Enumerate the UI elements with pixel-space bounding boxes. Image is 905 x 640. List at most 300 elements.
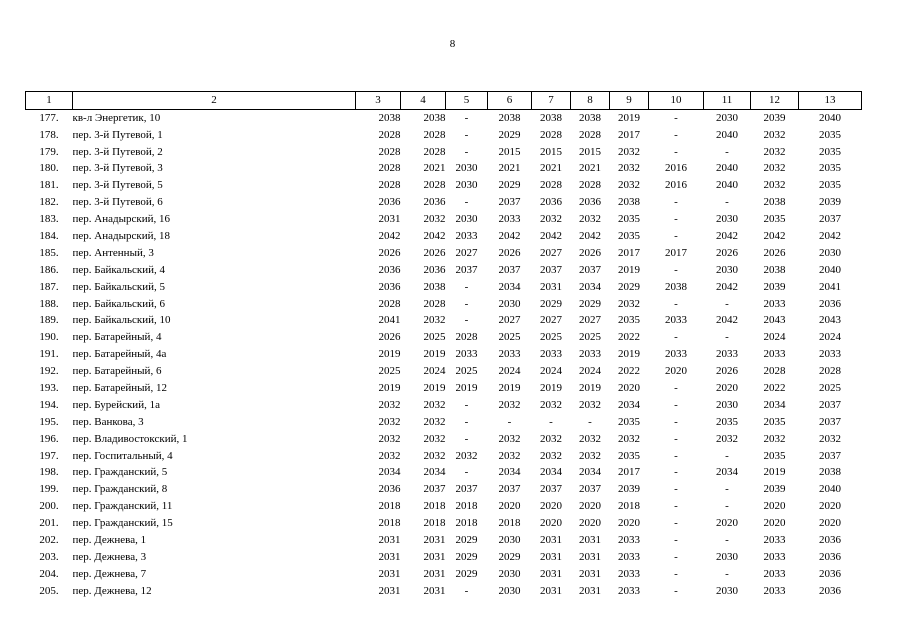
cell-col-4: 2036 bbox=[423, 263, 446, 276]
cell-col-4: 2028 bbox=[423, 145, 446, 158]
cell-col-10: - bbox=[674, 567, 678, 580]
cell-col-7: 2028 bbox=[540, 128, 562, 141]
cell-col-12: 2039 bbox=[763, 111, 786, 124]
cell-col-7: - bbox=[549, 415, 553, 428]
address-cell: пер. Анадырский, 16 bbox=[72, 213, 170, 226]
address-cell: пер. Дежнева, 7 bbox=[72, 567, 147, 580]
cell-col-3: 2019 bbox=[378, 348, 401, 361]
row-number: 185. bbox=[39, 246, 59, 259]
address-cell: пер. Байкальский, 10 bbox=[72, 314, 171, 327]
cell-col-11: 2032 bbox=[716, 432, 738, 445]
cell-col-5: 2018 bbox=[455, 517, 478, 530]
cell-col-6: 2015 bbox=[498, 145, 521, 158]
cell-col-13: 2036 bbox=[819, 534, 841, 546]
cell-col-5: 2019 bbox=[455, 381, 478, 394]
cell-col-7: 2028 bbox=[540, 179, 562, 192]
table-row bbox=[26, 126, 862, 143]
cell-col-8: 2031 bbox=[579, 567, 601, 580]
cell-col-11: 2030 bbox=[716, 263, 738, 276]
table-row bbox=[26, 464, 862, 481]
cell-col-5: - bbox=[464, 584, 469, 597]
cell-col-4: 2032 bbox=[423, 432, 446, 445]
row-number: 180. bbox=[39, 162, 59, 175]
cell-col-12: 2032 bbox=[763, 179, 786, 192]
cell-col-10: - bbox=[674, 449, 678, 462]
cell-col-6: 2037 bbox=[498, 196, 521, 209]
cell-col-4: 2028 bbox=[423, 179, 446, 192]
cell-col-6: 2030 bbox=[498, 534, 521, 546]
cell-col-6: 2027 bbox=[498, 314, 521, 327]
column-header-1: 1 bbox=[26, 92, 73, 110]
cell-col-6: 2029 bbox=[498, 179, 521, 192]
row-number: 199. bbox=[39, 483, 59, 496]
cell-col-10: - bbox=[674, 398, 678, 411]
cell-col-4: 2019 bbox=[423, 348, 446, 361]
cell-col-8: 2031 bbox=[579, 584, 601, 597]
cell-col-13: 2033 bbox=[819, 348, 841, 361]
address-cell: пер. Гражданский, 5 bbox=[72, 466, 168, 479]
cell-col-9: 2034 bbox=[618, 398, 640, 411]
row-number: 198. bbox=[39, 466, 59, 479]
column-header-13: 13 bbox=[799, 92, 862, 110]
cell-col-3: 2031 bbox=[378, 213, 401, 226]
cell-col-11: 2042 bbox=[716, 280, 738, 293]
cell-col-8: 2028 bbox=[579, 128, 601, 141]
address-cell: пер. Гражданский, 8 bbox=[72, 483, 168, 496]
address-cell: пер. Гражданский, 15 bbox=[72, 517, 173, 530]
cell-col-11: 2026 bbox=[716, 246, 738, 259]
cell-col-6: 2030 bbox=[498, 297, 521, 310]
table-row bbox=[26, 414, 862, 431]
cell-col-9: 2020 bbox=[618, 517, 640, 530]
cell-col-12: 2033 bbox=[763, 297, 786, 310]
cell-col-13: 2025 bbox=[819, 381, 841, 394]
cell-col-5: - bbox=[464, 432, 469, 445]
cell-col-3: 2031 bbox=[378, 534, 401, 546]
row-number: 179. bbox=[39, 145, 59, 158]
table-row bbox=[26, 245, 862, 262]
table-row bbox=[26, 295, 862, 312]
cell-col-4: 2018 bbox=[423, 500, 446, 513]
cell-col-11: - bbox=[725, 331, 729, 344]
cell-col-3: 2032 bbox=[378, 432, 401, 445]
cell-col-9: 2035 bbox=[618, 449, 640, 462]
cell-col-8: 2032 bbox=[579, 398, 601, 411]
cell-col-11: 2030 bbox=[716, 584, 738, 597]
cell-col-4: 2038 bbox=[423, 280, 446, 293]
cell-col-4: 2042 bbox=[423, 229, 446, 242]
row-number: 200. bbox=[39, 500, 59, 513]
data-table bbox=[25, 91, 862, 599]
cell-col-6: 2019 bbox=[498, 381, 521, 394]
table-body bbox=[26, 109, 862, 599]
cell-col-8: 2021 bbox=[579, 162, 601, 175]
cell-col-10: - bbox=[674, 331, 678, 344]
cell-col-12: 2033 bbox=[763, 348, 786, 361]
cell-col-4: 2028 bbox=[423, 128, 446, 141]
cell-col-3: 2032 bbox=[378, 398, 401, 411]
address-cell: пер. Антенный, 3 bbox=[72, 246, 154, 259]
cell-col-6: 2026 bbox=[498, 246, 521, 259]
cell-col-5: - bbox=[464, 297, 469, 310]
cell-col-10: - bbox=[674, 415, 678, 428]
table-row bbox=[26, 312, 862, 329]
row-number: 183. bbox=[39, 213, 59, 226]
cell-col-9: 2022 bbox=[618, 365, 640, 378]
cell-col-9: 2035 bbox=[618, 314, 640, 327]
cell-col-10: - bbox=[674, 196, 678, 209]
cell-col-3: 2028 bbox=[378, 145, 401, 158]
cell-col-8: 2034 bbox=[579, 280, 601, 293]
cell-col-10: - bbox=[674, 213, 678, 226]
cell-col-13: 2041 bbox=[819, 280, 841, 293]
cell-col-3: 2028 bbox=[378, 297, 401, 310]
cell-col-5: - bbox=[464, 196, 469, 209]
cell-col-8: 2026 bbox=[579, 246, 601, 259]
cell-col-7: 2032 bbox=[540, 449, 562, 462]
cell-col-11: 2020 bbox=[716, 517, 738, 530]
cell-col-4: 2031 bbox=[423, 550, 446, 563]
cell-col-4: 2026 bbox=[423, 246, 446, 259]
cell-col-7: 2032 bbox=[540, 432, 562, 445]
cell-col-7: 2031 bbox=[540, 584, 562, 597]
cell-col-11: 2042 bbox=[716, 229, 738, 242]
row-number: 181. bbox=[39, 179, 59, 192]
cell-col-7: 2032 bbox=[540, 398, 562, 411]
cell-col-5: 2027 bbox=[455, 246, 478, 259]
cell-col-12: 2028 bbox=[763, 365, 786, 378]
cell-col-3: 2026 bbox=[378, 246, 401, 259]
cell-col-9: 2032 bbox=[618, 162, 640, 175]
cell-col-8: 2033 bbox=[579, 348, 601, 361]
cell-col-10: - bbox=[674, 584, 678, 597]
cell-col-10: - bbox=[674, 432, 678, 445]
cell-col-4: 2036 bbox=[423, 196, 446, 209]
cell-col-11: 2030 bbox=[716, 550, 738, 563]
cell-col-13: 2038 bbox=[819, 466, 841, 479]
cell-col-10: - bbox=[674, 111, 678, 124]
cell-col-7: 2034 bbox=[540, 466, 562, 479]
column-header-11: 11 bbox=[704, 92, 751, 110]
cell-col-8: 2036 bbox=[579, 196, 601, 209]
cell-col-11: - bbox=[725, 297, 729, 310]
cell-col-6: 2029 bbox=[498, 128, 521, 141]
cell-col-9: 2033 bbox=[618, 550, 640, 563]
cell-col-7: 2025 bbox=[540, 331, 562, 344]
table-row bbox=[26, 143, 862, 160]
cell-col-11: 2030 bbox=[716, 213, 738, 226]
cell-col-10: - bbox=[674, 550, 678, 563]
cell-col-8: 2037 bbox=[579, 483, 601, 496]
cell-col-10: - bbox=[674, 145, 678, 158]
row-number: 195. bbox=[39, 415, 59, 428]
cell-col-13: 2037 bbox=[819, 449, 841, 462]
address-cell: пер. 3-й Путевой, 1 bbox=[72, 128, 163, 141]
cell-col-12: 2026 bbox=[763, 246, 786, 259]
cell-col-6: 2037 bbox=[498, 263, 521, 276]
cell-col-5: 2030 bbox=[455, 213, 478, 226]
cell-col-4: 2034 bbox=[423, 466, 446, 479]
address-cell: пер. 3-й Путевой, 2 bbox=[72, 145, 163, 158]
cell-col-7: 2020 bbox=[540, 517, 562, 530]
address-cell: пер. Бурейский, 1а bbox=[72, 398, 160, 411]
cell-col-5: - bbox=[464, 128, 469, 141]
row-number: 205. bbox=[39, 584, 59, 597]
cell-col-10: - bbox=[674, 517, 678, 530]
table-row bbox=[26, 346, 862, 363]
column-header-6: 6 bbox=[488, 92, 532, 110]
cell-col-5: - bbox=[464, 145, 469, 158]
cell-col-9: 2022 bbox=[618, 331, 640, 344]
cell-col-11: - bbox=[725, 196, 729, 209]
table-row bbox=[26, 532, 862, 549]
cell-col-13: 2020 bbox=[819, 500, 841, 513]
cell-col-13: 2020 bbox=[819, 517, 841, 530]
cell-col-3: 2026 bbox=[378, 331, 401, 344]
address-cell: пер. Байкальский, 5 bbox=[72, 280, 166, 293]
cell-col-5: 2028 bbox=[455, 331, 478, 344]
address-cell: пер. Владивостокский, 1 bbox=[72, 432, 188, 445]
cell-col-12: 2035 bbox=[763, 213, 786, 226]
address-cell: пер. Батарейный, 4а bbox=[72, 348, 167, 361]
table-row bbox=[26, 498, 862, 515]
cell-col-3: 2028 bbox=[378, 162, 401, 175]
address-cell: пер. Госпитальный, 4 bbox=[72, 449, 173, 462]
cell-col-6: 2025 bbox=[498, 331, 521, 344]
cell-col-6: 2032 bbox=[498, 449, 521, 462]
cell-col-3: 2018 bbox=[378, 500, 401, 513]
cell-col-6: 2033 bbox=[498, 213, 521, 226]
cell-col-7: 2031 bbox=[540, 550, 562, 563]
cell-col-13: 2039 bbox=[819, 196, 841, 209]
table-header-row bbox=[26, 92, 862, 110]
cell-col-11: 2033 bbox=[716, 348, 738, 361]
cell-col-13: 2040 bbox=[819, 483, 841, 496]
cell-col-11: - bbox=[725, 567, 729, 580]
address-cell: пер. 3-й Путевой, 6 bbox=[72, 196, 163, 209]
cell-col-9: 2029 bbox=[618, 280, 640, 293]
cell-col-10: - bbox=[674, 483, 678, 496]
cell-col-8: 2029 bbox=[579, 297, 601, 310]
row-number: 189. bbox=[39, 314, 59, 327]
cell-col-7: 2027 bbox=[540, 246, 562, 259]
cell-col-3: 2036 bbox=[378, 280, 401, 293]
table-row bbox=[26, 481, 862, 498]
cell-col-13: 2032 bbox=[819, 432, 841, 445]
address-cell: пер. Батарейный, 12 bbox=[72, 381, 167, 394]
cell-col-9: 2032 bbox=[618, 179, 640, 192]
address-cell: пер. Батарейный, 4 bbox=[72, 331, 162, 344]
cell-col-9: 2018 bbox=[618, 500, 640, 513]
cell-col-4: 2019 bbox=[423, 381, 446, 394]
cell-col-4: 2032 bbox=[423, 398, 446, 411]
table-row bbox=[26, 109, 862, 126]
cell-col-9: 2032 bbox=[618, 145, 640, 158]
cell-col-3: 2032 bbox=[378, 415, 401, 428]
cell-col-5: 2029 bbox=[455, 567, 478, 580]
table-row bbox=[26, 431, 862, 448]
cell-col-5: 2032 bbox=[455, 449, 478, 462]
cell-col-6: 2042 bbox=[498, 229, 521, 242]
cell-col-13: 2040 bbox=[819, 111, 841, 124]
cell-col-9: 2019 bbox=[618, 348, 640, 361]
cell-col-9: 2033 bbox=[618, 534, 640, 546]
cell-col-6: 2037 bbox=[498, 483, 521, 496]
cell-col-6: 2029 bbox=[498, 550, 521, 563]
cell-col-10: - bbox=[674, 381, 678, 394]
row-number: 203. bbox=[39, 550, 59, 563]
cell-col-7: 2029 bbox=[540, 297, 562, 310]
cell-col-11: 2042 bbox=[716, 314, 738, 327]
cell-col-3: 2031 bbox=[378, 567, 401, 580]
cell-col-6: 2034 bbox=[498, 466, 521, 479]
cell-col-8: 2031 bbox=[579, 534, 601, 546]
table-row bbox=[26, 566, 862, 583]
cell-col-10: - bbox=[674, 128, 678, 141]
cell-col-8: 2019 bbox=[579, 381, 601, 394]
cell-col-12: 2032 bbox=[763, 162, 786, 175]
cell-col-12: 2019 bbox=[763, 466, 786, 479]
cell-col-5: 2029 bbox=[455, 534, 478, 546]
cell-col-9: 2032 bbox=[618, 432, 640, 445]
row-number: 192. bbox=[39, 365, 59, 378]
cell-col-11: 2040 bbox=[716, 179, 738, 192]
cell-col-4: 2032 bbox=[423, 314, 446, 327]
cell-col-3: 2041 bbox=[378, 314, 401, 327]
cell-col-8: 2038 bbox=[579, 111, 601, 124]
cell-col-10: 2033 bbox=[665, 314, 687, 327]
address-cell: пер. Байкальский, 4 bbox=[72, 263, 166, 276]
cell-col-6: 2024 bbox=[498, 365, 521, 378]
cell-col-11: - bbox=[725, 449, 729, 462]
cell-col-8: 2042 bbox=[579, 229, 601, 242]
cell-col-8: 2034 bbox=[579, 466, 601, 479]
cell-col-7: 2037 bbox=[540, 483, 562, 496]
cell-col-7: 2038 bbox=[540, 111, 562, 124]
cell-col-7: 2037 bbox=[540, 263, 562, 276]
cell-col-6: 2021 bbox=[498, 162, 521, 175]
cell-col-13: 2035 bbox=[819, 162, 841, 175]
cell-col-12: 2035 bbox=[763, 449, 786, 462]
row-number: 184. bbox=[39, 229, 59, 242]
cell-col-10: 2016 bbox=[665, 162, 687, 175]
cell-col-9: 2020 bbox=[618, 381, 640, 394]
cell-col-6: 2032 bbox=[498, 432, 521, 445]
cell-col-10: 2020 bbox=[665, 365, 687, 378]
address-cell: кв-л Энергетик, 10 bbox=[72, 111, 161, 124]
cell-col-5: 2033 bbox=[455, 229, 478, 242]
cell-col-4: 2032 bbox=[423, 213, 446, 226]
cell-col-8: 2015 bbox=[579, 145, 601, 158]
cell-col-5: 2037 bbox=[455, 263, 478, 276]
cell-col-8: 2032 bbox=[579, 449, 601, 462]
cell-col-6: 2030 bbox=[498, 584, 521, 597]
cell-col-11: - bbox=[725, 500, 729, 513]
cell-col-10: 2016 bbox=[665, 179, 687, 192]
cell-col-6: 2018 bbox=[498, 517, 521, 530]
column-header-12: 12 bbox=[751, 92, 799, 110]
cell-col-3: 2034 bbox=[378, 466, 401, 479]
cell-col-7: 2031 bbox=[540, 567, 562, 580]
cell-col-10: - bbox=[674, 229, 678, 242]
cell-col-12: 2033 bbox=[763, 584, 786, 597]
cell-col-12: 2033 bbox=[763, 534, 786, 546]
cell-col-9: 2035 bbox=[618, 213, 640, 226]
cell-col-11: 2026 bbox=[716, 365, 738, 378]
cell-col-8: 2025 bbox=[579, 331, 601, 344]
cell-col-8: 2032 bbox=[579, 213, 601, 226]
cell-col-12: 2042 bbox=[763, 229, 786, 242]
cell-col-10: - bbox=[674, 500, 678, 513]
row-number: 201. bbox=[39, 517, 59, 530]
cell-col-7: 2027 bbox=[540, 314, 562, 327]
cell-col-13: 2036 bbox=[819, 550, 841, 563]
table-row bbox=[26, 194, 862, 211]
cell-col-11: 2040 bbox=[716, 162, 738, 175]
cell-col-3: 2032 bbox=[378, 449, 401, 462]
cell-col-5: - bbox=[464, 280, 469, 293]
cell-col-10: - bbox=[674, 297, 678, 310]
cell-col-6: 2020 bbox=[498, 500, 521, 513]
cell-col-12: 2043 bbox=[763, 314, 786, 327]
table-row bbox=[26, 228, 862, 245]
cell-col-8: 2027 bbox=[579, 314, 601, 327]
cell-col-13: 2028 bbox=[819, 365, 841, 378]
cell-col-3: 2019 bbox=[378, 381, 401, 394]
cell-col-13: 2036 bbox=[819, 297, 841, 310]
cell-col-4: 2031 bbox=[423, 584, 446, 597]
cell-col-11: 2034 bbox=[716, 466, 738, 479]
cell-col-9: 2039 bbox=[618, 483, 640, 496]
cell-col-13: 2043 bbox=[819, 314, 841, 327]
address-cell: пер. 3-й Путевой, 5 bbox=[72, 179, 163, 192]
table-row bbox=[26, 279, 862, 296]
row-number: 177. bbox=[39, 111, 59, 124]
table-row bbox=[26, 211, 862, 228]
cell-col-10: - bbox=[674, 466, 678, 479]
cell-col-3: 2038 bbox=[378, 111, 401, 124]
table-row bbox=[26, 262, 862, 279]
cell-col-8: 2032 bbox=[579, 432, 601, 445]
cell-col-12: 2020 bbox=[763, 517, 786, 530]
address-cell: пер. Гражданский, 11 bbox=[72, 500, 173, 513]
row-number: 191. bbox=[39, 348, 59, 361]
cell-col-3: 2028 bbox=[378, 179, 401, 192]
cell-col-12: 2035 bbox=[763, 415, 786, 428]
cell-col-13: 2035 bbox=[819, 128, 841, 141]
table-row bbox=[26, 177, 862, 194]
cell-col-9: 2038 bbox=[618, 196, 640, 209]
cell-col-5: 2030 bbox=[455, 162, 478, 175]
address-cell: пер. Батарейный, 6 bbox=[72, 365, 162, 378]
cell-col-8: 2020 bbox=[579, 500, 601, 513]
cell-col-13: 2037 bbox=[819, 213, 841, 226]
cell-col-5: - bbox=[464, 398, 469, 411]
cell-col-9: 2033 bbox=[618, 584, 640, 597]
cell-col-9: 2019 bbox=[618, 263, 640, 276]
row-number: 196. bbox=[39, 432, 59, 445]
cell-col-3: 2036 bbox=[378, 196, 401, 209]
address-cell: пер. Дежнева, 12 bbox=[72, 584, 152, 597]
cell-col-7: 2019 bbox=[540, 381, 562, 394]
cell-col-9: 2017 bbox=[618, 466, 640, 479]
cell-col-9: 2017 bbox=[618, 128, 640, 141]
cell-col-3: 2028 bbox=[378, 128, 401, 141]
cell-col-10: - bbox=[674, 263, 678, 276]
cell-col-8: 2028 bbox=[579, 179, 601, 192]
cell-col-12: 2033 bbox=[763, 550, 786, 563]
cell-col-9: 2019 bbox=[618, 111, 640, 124]
